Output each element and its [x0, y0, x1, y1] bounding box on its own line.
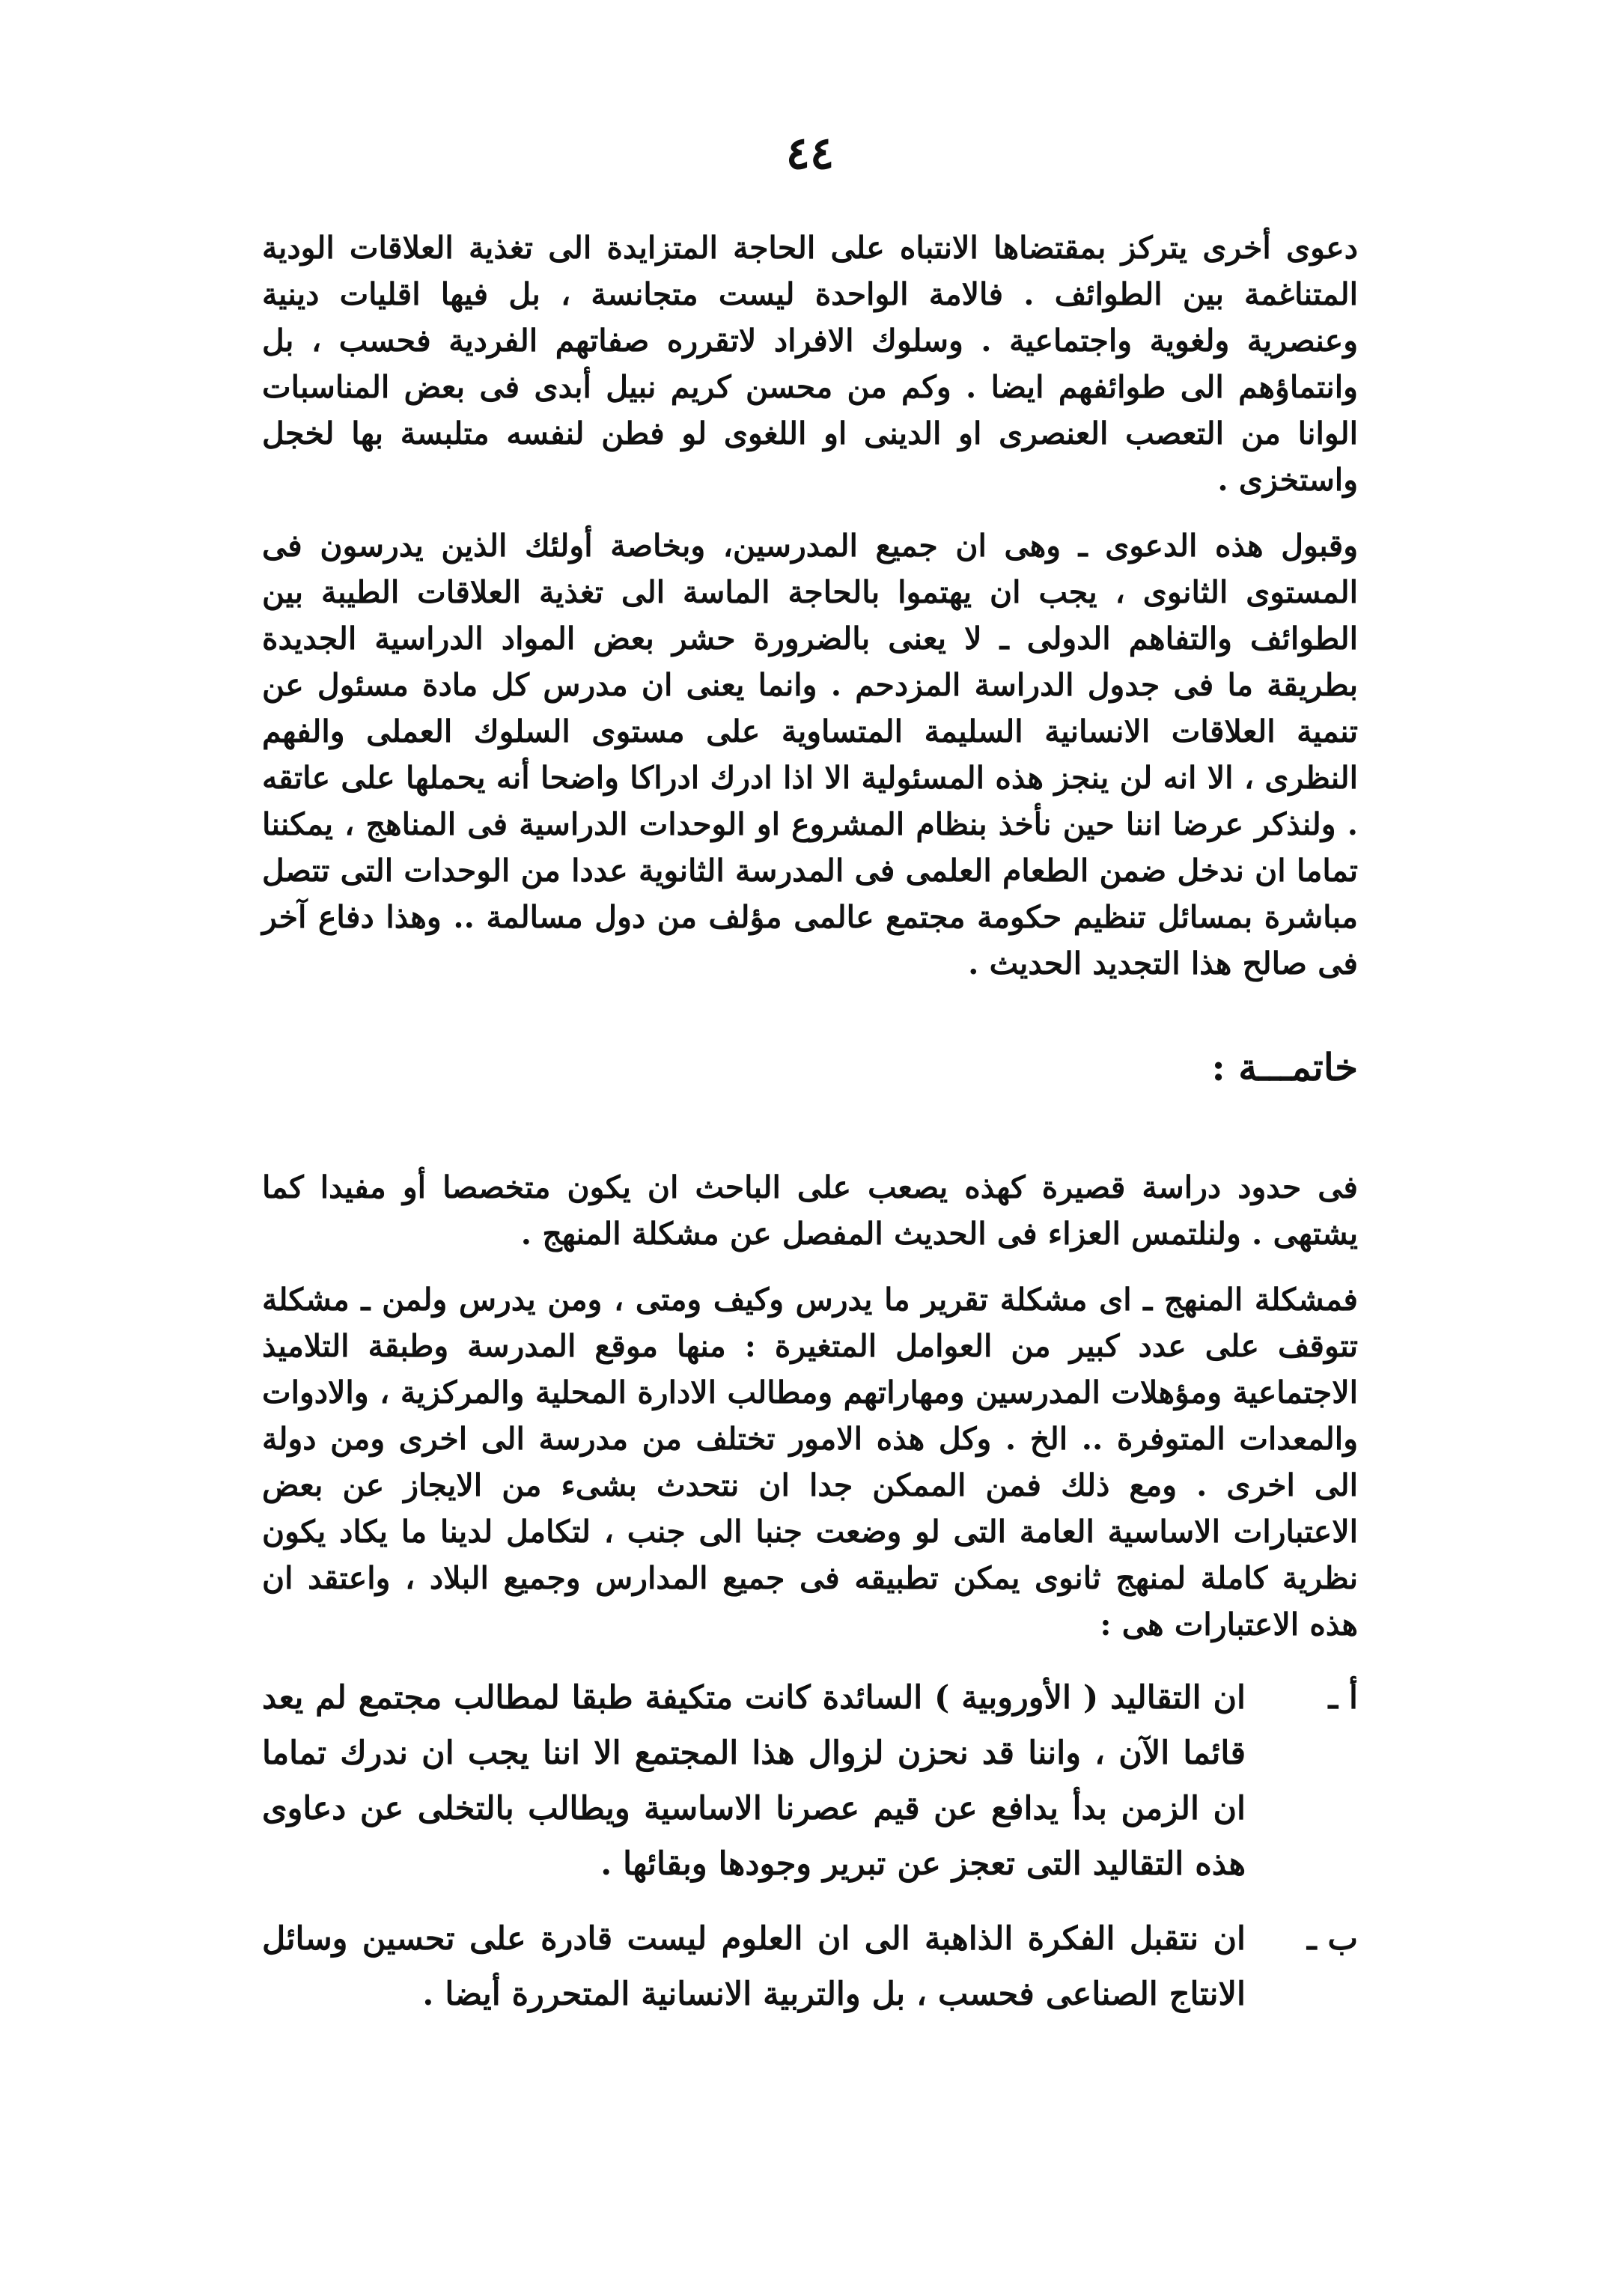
section-heading: خاتمـــة :: [1211, 1045, 1358, 1089]
conclusion-paragraph-1: فى حدود دراسة قصيرة كهذه يصعب على الباحث ان يكون متخصصا أو مفيدا كما يشتهى . ولنلتمس العزاء فى الحديث المفصل عن مشكلة المنهج .: [262, 1169, 1358, 1252]
conclusion-paragraph-2: فمشكلة المنهج ـ اى مشكلة تقرير ما يدرس وكيف ومتى ، ومن يدرس ولمن ـ مشكلة تتوقف على عدد كبير من العوامل المتغيرة : منها موقع المدرسة وطبقة التلاميذ الاجتماعية ومؤهلات المدرسين ومهاراتهم ومطالب الادارة المحلية والمركزية ، والادوات والمعدات المتوفرة .. الخ . وكل هذه الامور تختلف من مدرسة الى اخرى ومن دولة الى اخرى . ومع ذلك فمن الممكن جدا ان نتحدث بشىء من الايجاز عن بعض الاعتبارات الاساسية العامة التى لو وضعت جنبا الى جنب ، لتكامل لدينا ما يكاد يكون نظرية كاملة لمنهج ثانوى يمكن تطبيقه فى جميع المدارس وجميع البلاد ، واعتقد ان هذه الاعتبارات هى :: [262, 1282, 1358, 1642]
body-text: [262, 225, 1358, 987]
paragraph-1: دعوى أخرى يتركز بمقتضاها الانتباه على الحاجة المتزايدة الى تغذية العلاقات الودية المتناغمة بين الطوائف . فالامة الواحدة ليست متجانسة ، بل فيها اقليات دينية وعنصرية ولغوية واجتماعية . وسلوك الافراد لاتقرره صفاتهم الفردية فحسب ، بل وانتماؤهم الى طوائفهم ايضا . وكم من محسن كريم نبيل أبدى فى بعض المناسبات الوانا من التعصب العنصرى او الدينى او اللغوى لو فطن لنفسه متلبسة بها لخجل واستخزى .: [262, 230, 1358, 498]
list-marker: ب ـ: [1306, 1920, 1358, 1958]
list-item: [262, 1670, 1358, 1892]
considerations-list: [262, 1670, 1358, 2022]
list-item-text: ان نتقبل الفكرة الذاهبة الى ان العلوم ليست قادرة على تحسين وسائل الانتاج الصناعى فحسب ، بل والتربية الانسانية المتحررة أيضا .: [262, 1920, 1246, 2013]
list-item-text: ان التقاليد ( الأوروبية ) السائدة كانت متكيفة طبقا لمطالب مجتمع لم يعد قائما الآن ، واننا قد نحزن لزوال هذا المجتمع الا اننا يجب ان ندرك تماما ان الزمن بدأ يدافع عن قيم عصرنا الاساسية ويطالب بالتخلى عن دعاوى هذه التقاليد التى تعجز عن تبرير وجودها وبقائها .: [262, 1679, 1246, 1883]
page-number: ٤٤: [785, 127, 835, 180]
paragraph-2: وقبول هذه الدعوى ـ وهى ان جميع المدرسين، وبخاصة أولئك الذين يدرسون فى المستوى الثانوى ، يجب ان يهتموا بالحاجة الماسة الى تغذية العلاقات الطيبة بين الطوائف والتفاهم الدولى ـ لا يعنى بالضرورة حشر بعض المواد الدراسية الجديدة بطريقة ما فى جدول الدراسة المزدحم . وانما يعنى ان مدرس كل مادة مسئول عن تنمية العلاقات الانسانية السليمة المتساوية على مستوى السلوك العملى والفهم النظرى ، الا انه لن ينجز هذه المسئولية الا اذا ادرك ادراكا واضحا أنه يحملها على عاتقه . ولنذكر عرضا اننا حين نأخذ بنظام المشروع او الوحدات الدراسية فى المناهج ، يمكننا تماما ان ندخل ضمن الطعام العلمى فى المدرسة الثانوية عددا من الوحدات التى تتصل مباشرة بمسائل تنظيم حكومة مجتمع عالمى مؤلف من دول مسالمة .. وهذا دفاع آخر فى صالح هذا التجديد الحديث .: [262, 528, 1358, 981]
list-marker: أ ـ: [1328, 1679, 1358, 1717]
list-item: [262, 1911, 1358, 2022]
conclusion-text: [262, 1164, 1358, 1648]
